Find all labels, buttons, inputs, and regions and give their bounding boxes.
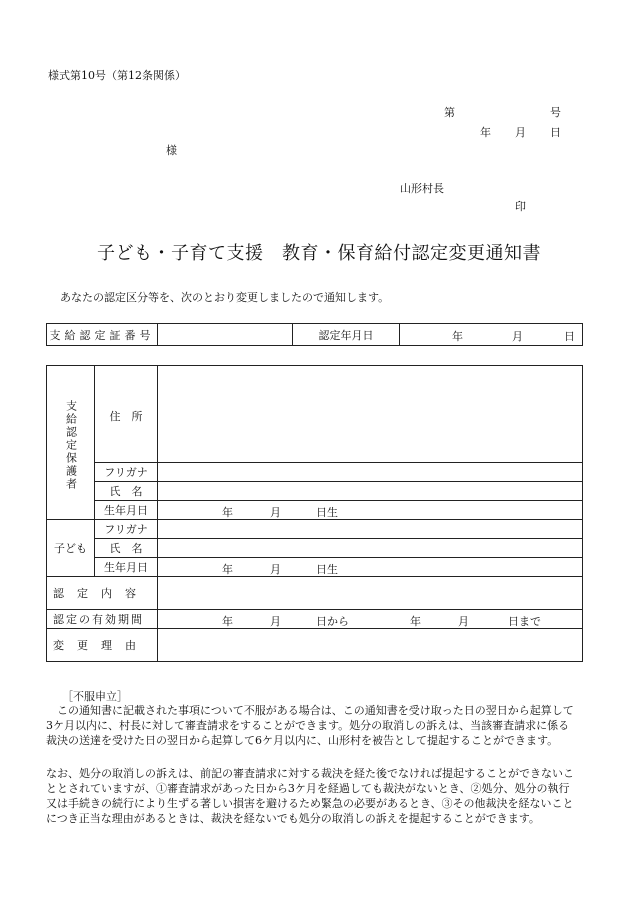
child-name-field[interactable] [158,539,583,558]
child-birth-suffix: 日生 [316,563,338,576]
recipient-table [46,365,583,662]
period-start-year: 年 [222,615,233,628]
guardian-birth-month: 月 [270,506,281,519]
content-label: 認定内容 [47,577,158,610]
child-group-label: 子ども [47,520,95,577]
child-furigana-label: フリガナ [95,520,158,539]
period-field[interactable] [158,610,583,629]
mayor-title: 山形村長 [400,182,444,195]
guardian-furigana-label: フリガナ [95,463,158,482]
address-label: 住 所 [95,366,158,463]
guardian-name-label: 氏 名 [95,482,158,501]
intro-text: あなたの認定区分等を、次のとおり変更しましたので通知します。 [60,291,390,304]
reason-field[interactable] [158,629,583,662]
issue-year: 年 [480,126,491,139]
appeal-heading: ［不服申立］ [62,690,128,703]
reason-label: 変更理由 [47,629,158,662]
page-title: 子ども・子育て支援 教育・保育給付認定変更通知書 [97,243,541,264]
period-label: 認定の有効期間 [47,610,158,629]
seal-mark: 印 [515,200,526,213]
appeal-paragraph-1: この通知書に記載された事項について不服がある場合は、この通知書を受け取った日の翌日から起算して3ケ月以内に、村長に対して審査請求をすることができます。処分の取消しの訴えは、当該審査請求に係る裁決の送達を受けた日の翌日から起算して6ケ月以内に、山形村を被告として提起することができます。 [46,704,574,747]
child-birth-field[interactable] [158,558,583,577]
form-number: 様式第10号（第12条関係） [48,69,186,82]
address-field[interactable] [158,366,583,463]
cert-info-table [46,323,583,346]
issue-month: 月 [515,126,526,139]
document-number-prefix: 第 [444,106,455,119]
guardian-group-label: 支給認定保護者 [47,366,95,520]
cert-date-day: 日 [564,330,575,343]
guardian-birth-year: 年 [222,506,233,519]
cert-number-label: 支給認定証番号 [47,324,158,346]
child-birth-month: 月 [270,563,281,576]
guardian-furigana-field[interactable] [158,463,583,482]
guardian-birth-field[interactable] [158,501,583,520]
period-to: 日まで [508,615,541,628]
guardian-birth-suffix: 日生 [316,506,338,519]
content-field[interactable] [158,577,583,610]
child-furigana-field[interactable] [158,520,583,539]
cert-number-field[interactable] [158,324,293,346]
period-start-month: 月 [270,615,281,628]
child-birth-label: 生年月日 [95,558,158,577]
guardian-birth-label: 生年月日 [95,501,158,520]
guardian-name-field[interactable] [158,482,583,501]
issue-day: 日 [550,126,561,139]
child-name-label: 氏 名 [95,539,158,558]
period-end-year: 年 [410,615,421,628]
document-number-suffix: 号 [550,106,561,119]
cert-date-field[interactable] [400,324,583,346]
appeal-paragraph-2: なお、処分の取消しの訴えは、前記の審査請求に対する裁決を経た後でなければ提起することができないこととされていますが、①審査請求があった日から3ケ月を経過しても裁決がないとき、②処分、処分の執行又は手続きの続行により生ずる著しい損害を避けるため緊急の必要があるとき、③その他裁決を経ないことにつき正当な理由があるときは、裁決を経ないでも処分の取消しの訴えを提起することができます。 [46,767,574,825]
child-birth-year: 年 [222,563,233,576]
cert-date-label: 認定年月日 [293,324,400,346]
period-end-month: 月 [458,615,469,628]
period-from: 日から [316,615,349,628]
recipient-honorific: 様 [166,144,177,157]
cert-date-month: 月 [512,330,523,343]
cert-date-year: 年 [452,330,463,343]
